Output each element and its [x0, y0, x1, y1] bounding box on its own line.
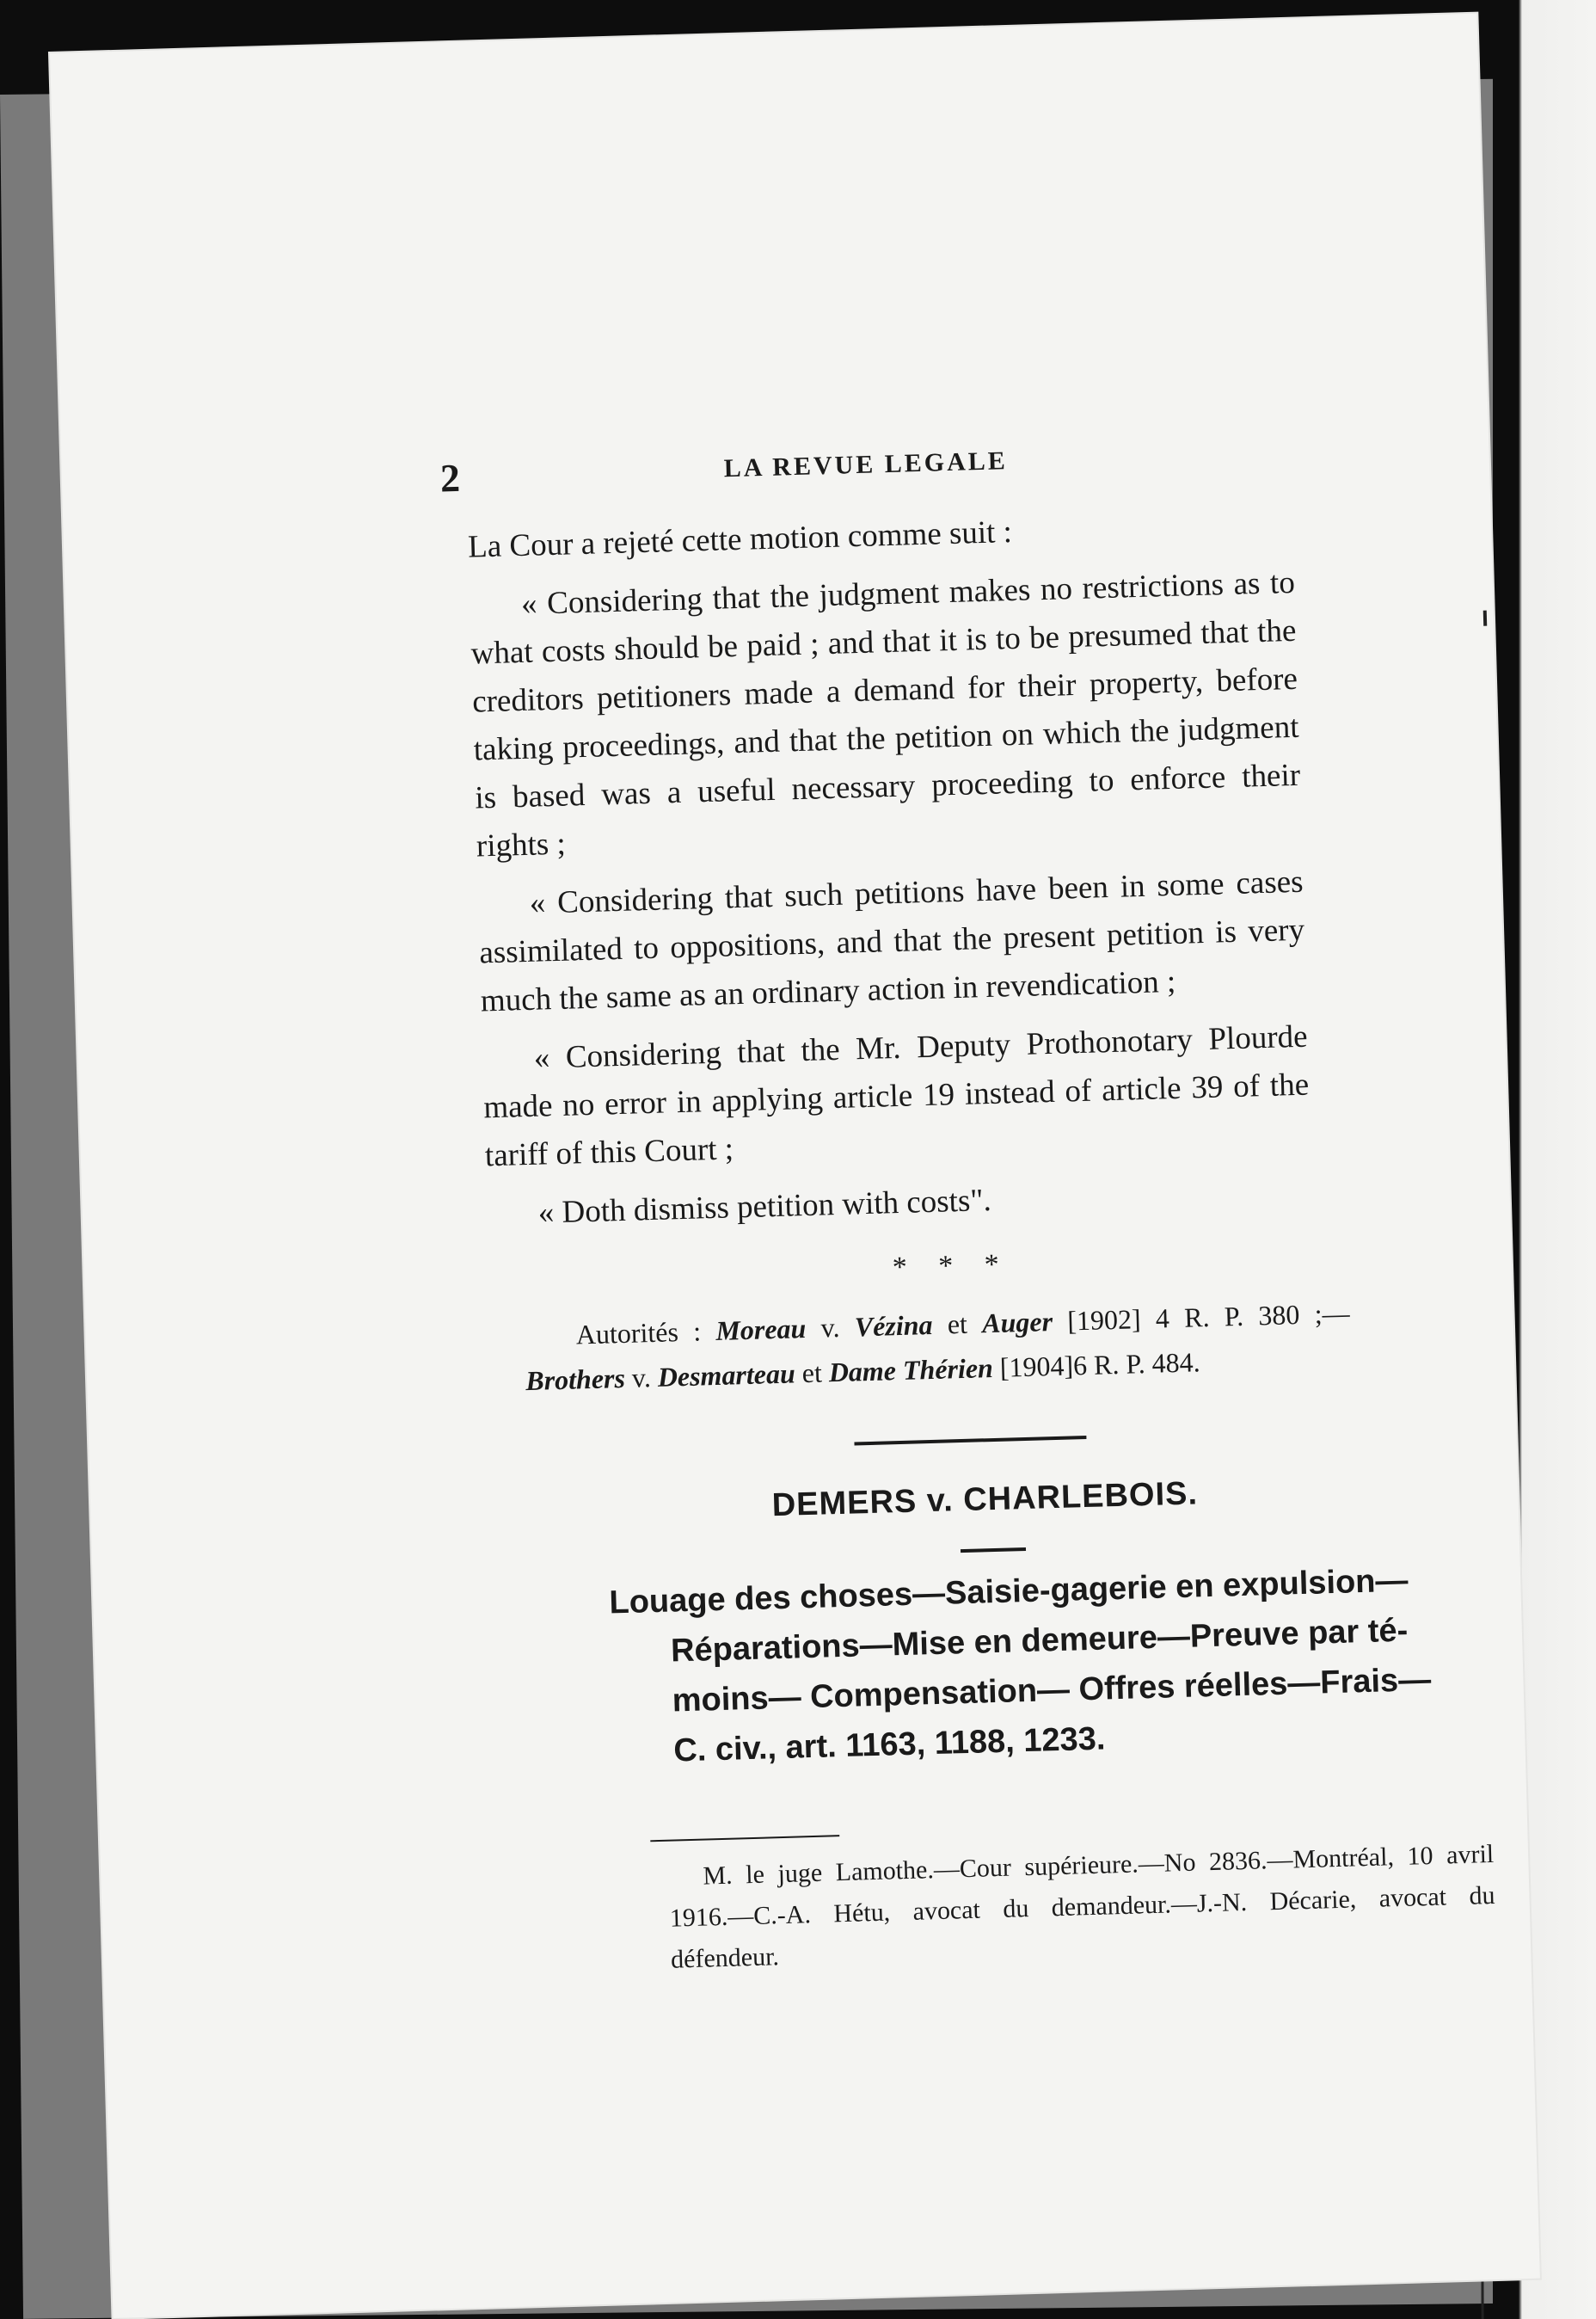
case-title: DEMERS v. CHARLEBOIS. [771, 1475, 1199, 1524]
paragraph-intro: La Cour a rejeté cette motion comme suit : [467, 514, 1013, 565]
title-underline-rule [961, 1547, 1026, 1553]
footnote-rule [650, 1835, 839, 1842]
footnote-court-info: M. le juge Lamothe.—Cour supérieure.—No 2836.—Montréal, 10 avril 1916.—C.-A. Hétu, avocat du demandeur.—J.-N. Décarie, avocat du défendeur. [669, 1839, 1495, 1974]
case2-citation: [1904]6 R. P. 484. [999, 1346, 1201, 1383]
case2-party3: Dame Thérien [828, 1351, 1001, 1388]
paragraph-considering-costs: « Considering that the judgment makes no restrictions as to what costs should be paid ; and that it is to be presumed that the creditors petitioners made a demand for their property, before taking proceedings, and that the petition on which the judgment is based was a useful necessary proceeding to enforce their rights ; [470, 564, 1301, 864]
section-divider-rule [854, 1436, 1086, 1446]
body-text [467, 501, 1312, 1239]
case1-versus: v. [820, 1311, 856, 1344]
case1-citation: [1902] 4 R. P. 380 ;— [1066, 1297, 1351, 1337]
authorities-label: Autorités : [575, 1314, 716, 1350]
paper-page [50, 14, 1540, 2318]
case2-and: et [801, 1356, 830, 1389]
case1-party3: Auger [981, 1305, 1068, 1339]
paragraph-dismiss: « Doth dismiss petition with costs". [537, 1182, 992, 1231]
authorities-citation [524, 1290, 1352, 1403]
ink-speck [1483, 611, 1488, 626]
headnote-line: Louage des choses—Saisie-gagerie en expulsion— [608, 1562, 1409, 1621]
paragraph-considering-petitions: « Considering that such petitions have been in some cases assimilated to oppositions, and that the present petition is very much the same as an ordinary action in revendication ; [478, 864, 1305, 1019]
running-head: LA REVUE LEGALE [723, 446, 1009, 483]
page-number: 2 [439, 455, 461, 501]
case2-party1: Brothers [525, 1362, 633, 1397]
case1-party2: Vézina [854, 1308, 948, 1343]
page-text [50, 14, 1495, 1974]
case1-party1: Moreau [715, 1312, 822, 1346]
headnote-line: C. civ., art. 1163, 1188, 1233. [672, 1720, 1106, 1769]
headnote-line: moins— Compensation— Offres réelles—Frais— [672, 1661, 1432, 1719]
case1-and: et [947, 1307, 983, 1340]
case-headnote [609, 1555, 1439, 1778]
section-separator-stars: * * * [892, 1248, 1012, 1284]
paragraph-considering-prothonotary: « Considering that the Mr. Deputy Prothonotary Plourde made no error in applying article 19 instead of article 39 of the tariff of this Court ; [482, 1018, 1310, 1174]
headnote-line: Réparations—Mise en demeure—Preuve par té- [670, 1612, 1409, 1670]
case2-versus: v. [631, 1361, 659, 1393]
case2-party2: Desmarteau [657, 1357, 803, 1393]
